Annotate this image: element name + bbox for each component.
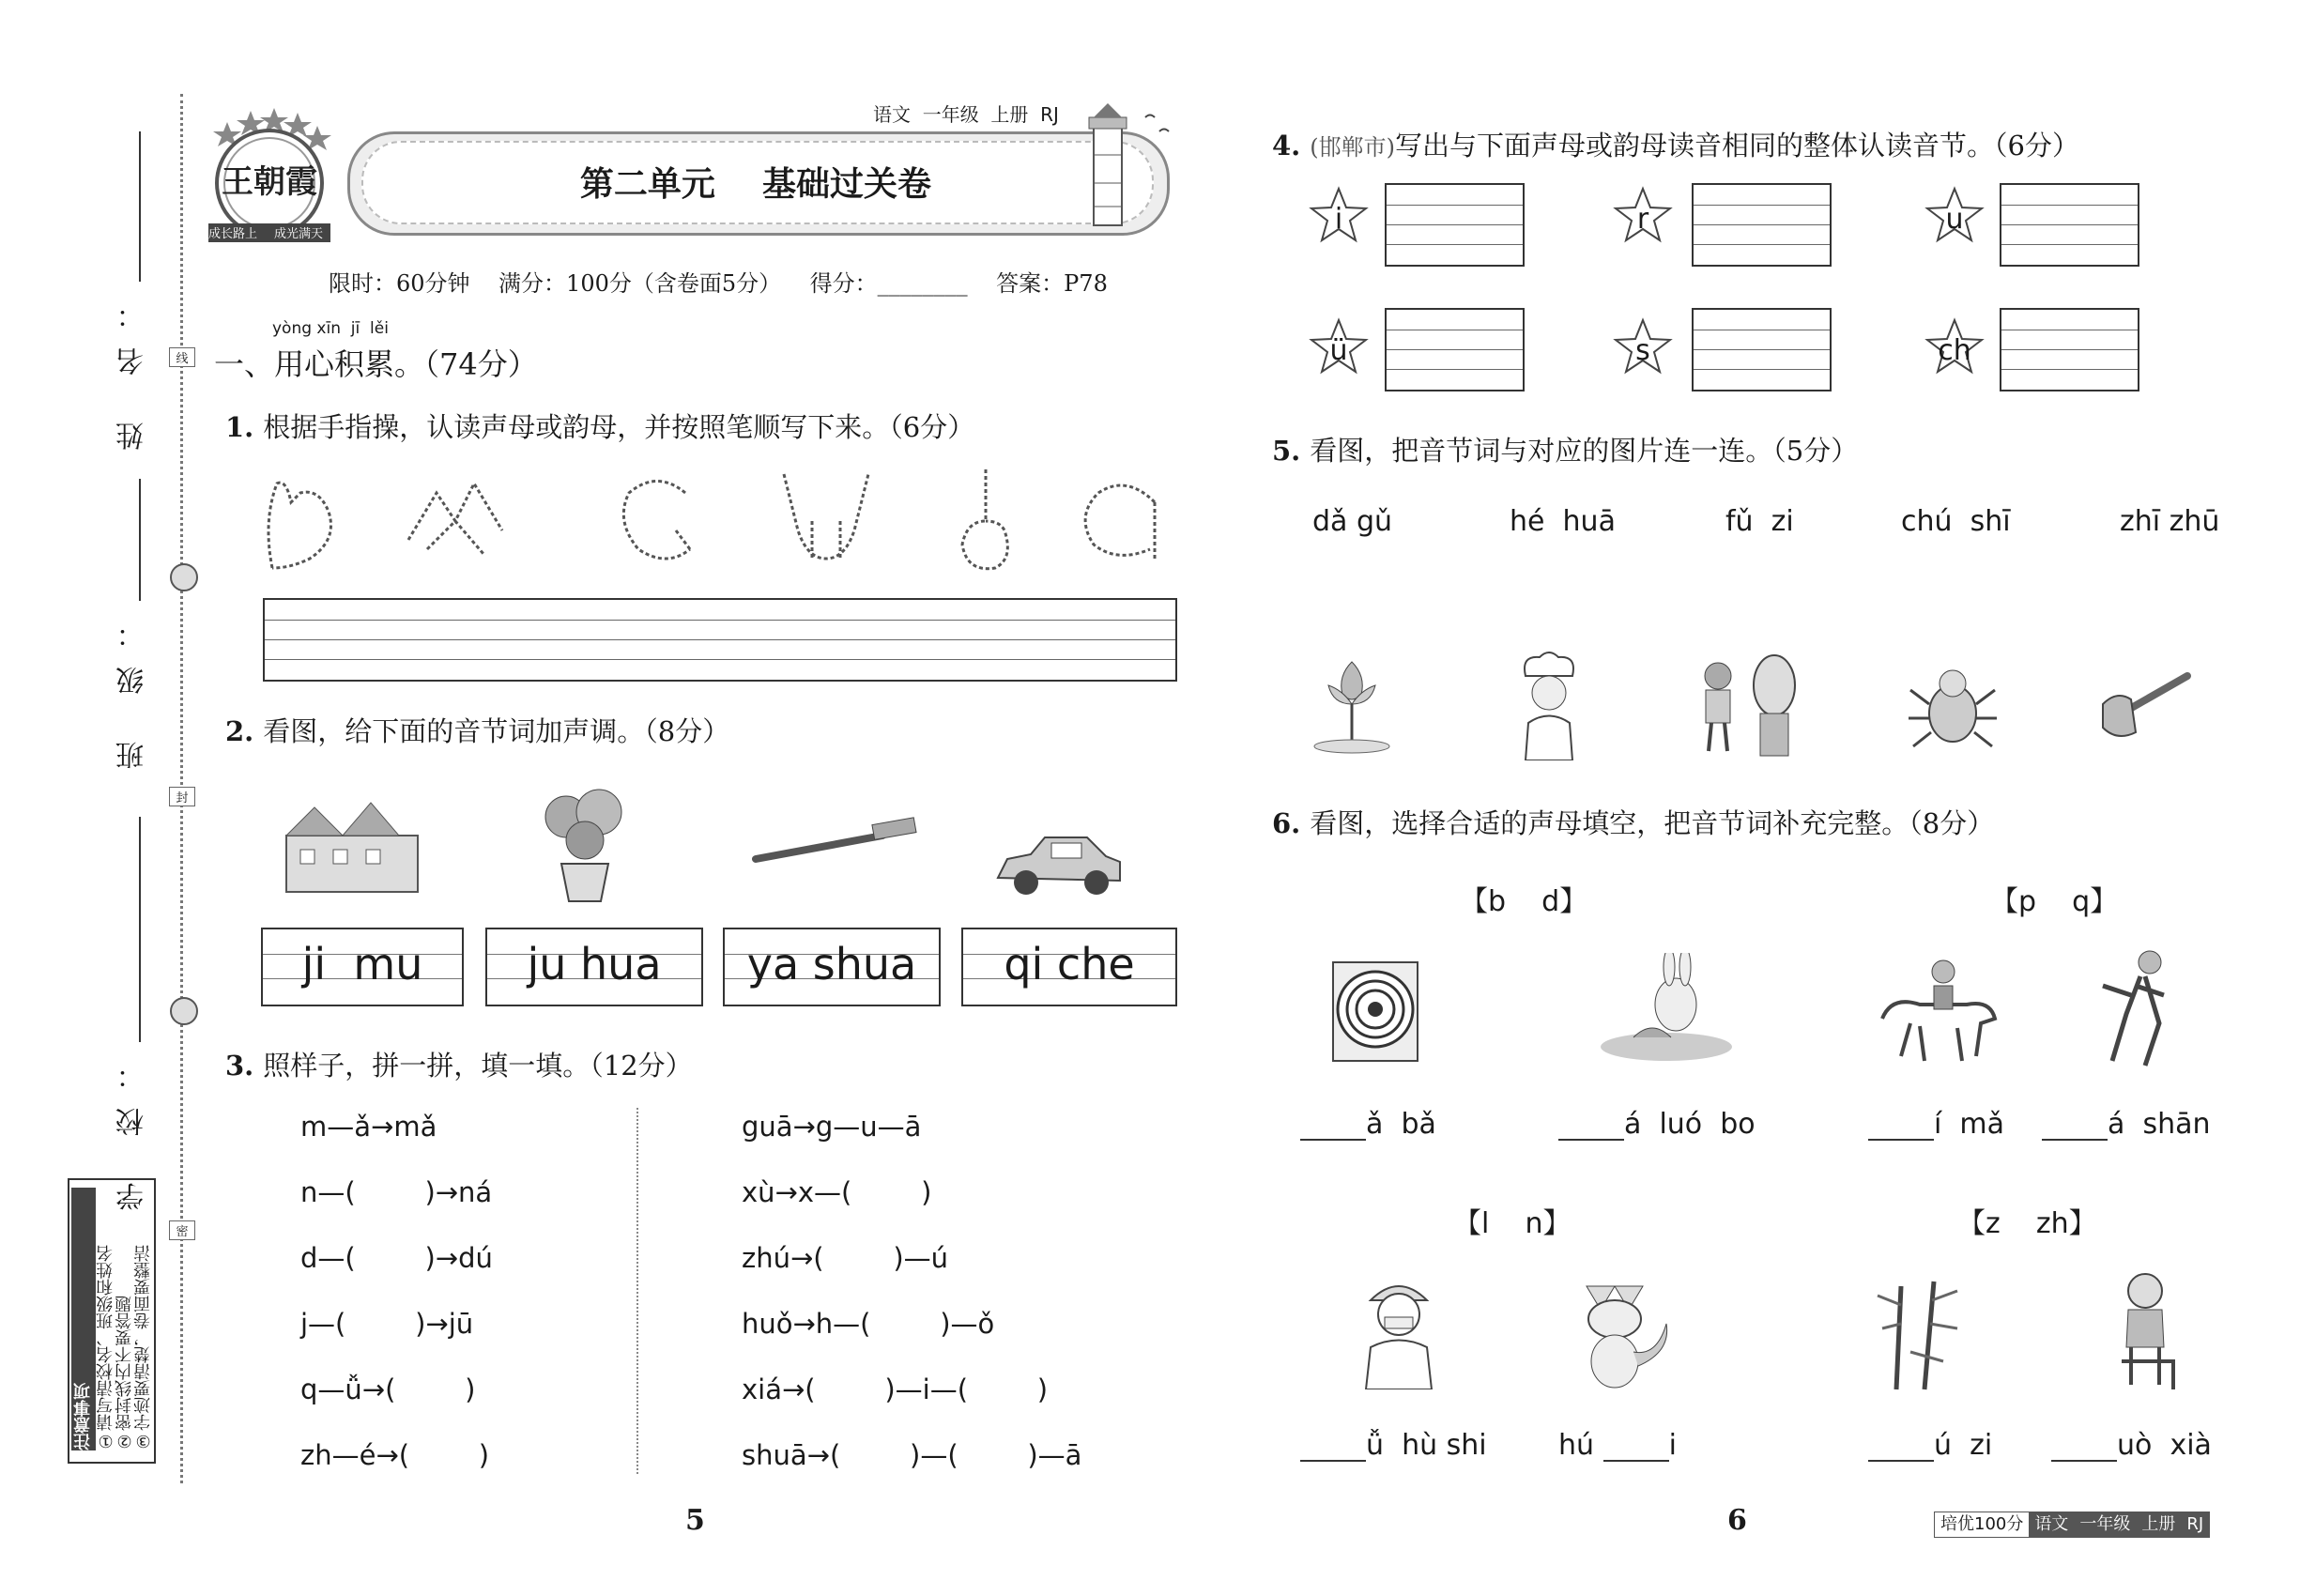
car-image — [993, 826, 1125, 901]
logo-tag: 成光满天 — [274, 227, 324, 241]
pinyin-box[interactable] — [485, 928, 703, 1006]
q6-number: 6. — [1272, 807, 1301, 839]
climber-image — [2089, 948, 2183, 1070]
fill-blank[interactable]: ú zi — [1868, 1429, 1992, 1462]
doctor-image — [1347, 1272, 1450, 1389]
q3-item: m—ǎ→mǎ — [300, 1111, 437, 1143]
hand-sign-image — [770, 465, 882, 577]
q5-number: 5. — [1272, 435, 1301, 467]
lotus-image[interactable] — [1310, 648, 1394, 756]
consonant-options: 【p q】 — [1990, 885, 2119, 918]
q3-item[interactable]: shuā→( )—( )—ā — [742, 1439, 1082, 1471]
consonant-options: 【z zh】 — [1957, 1207, 2097, 1240]
page-title: 第二单元 基础过关卷 — [579, 165, 932, 204]
pinyin-word: ji mu — [301, 939, 423, 990]
fill-blank[interactable]: ǚ hù shi — [1300, 1429, 1487, 1462]
school-label: 学 校： — [116, 1042, 149, 1211]
logo-tag: 成长路上 — [208, 227, 258, 241]
page-number-left: 5 — [685, 1504, 705, 1537]
q5-text: 看图，把音节词与对应的图片连一连。（5分） — [1310, 435, 1859, 467]
fill-blank[interactable]: í mǎ — [1868, 1108, 2004, 1141]
q3-title — [225, 1045, 693, 1083]
sitting-girl-image — [2103, 1267, 2187, 1394]
q6-title — [1272, 803, 1994, 841]
footer-badge — [1934, 1512, 2210, 1538]
fill-blank[interactable]: á luó bo — [1558, 1108, 1756, 1141]
q3-text: 照样子，拼一拼，填一填。（12分） — [263, 1050, 693, 1082]
q3-number: 3. — [225, 1050, 254, 1082]
buildings-image — [277, 789, 427, 901]
hand-sign-image — [601, 465, 713, 577]
q3-divider — [636, 1108, 638, 1474]
axe-image[interactable] — [2098, 662, 2192, 746]
horse-rider-image — [1863, 953, 2004, 1070]
star-letter: ch — [1938, 334, 1971, 367]
seal-mark-secret: 密 — [169, 1220, 195, 1240]
notice-item: ③字迹要清楚，卷面要整洁 — [133, 1245, 153, 1450]
answer-box[interactable] — [1385, 183, 1525, 267]
syllable-word[interactable]: fǔ zi — [1725, 505, 1794, 538]
q3-item[interactable]: d—( )→dú — [300, 1242, 493, 1274]
q3-item[interactable]: huǒ→h—( )—ǒ — [742, 1308, 995, 1340]
q3-item[interactable]: n—( )→ná — [300, 1176, 493, 1208]
seal-mark-line: 线 — [169, 347, 195, 367]
chef-image[interactable] — [1511, 648, 1587, 760]
target-image — [1328, 958, 1422, 1066]
fox-image — [1568, 1277, 1676, 1389]
page-number-right: 6 — [1727, 1504, 1747, 1537]
hand-sign-image — [399, 465, 512, 577]
answer-box[interactable] — [2000, 183, 2139, 267]
spider-image[interactable] — [1906, 657, 2000, 751]
brand-name: 王朝霞 — [222, 163, 317, 201]
q6-text: 看图，选择合适的声母填空，把音节词补充完整。（8分） — [1310, 807, 1995, 839]
q2-title — [225, 711, 729, 749]
footer-brand: 培优100分 — [1935, 1512, 2029, 1537]
q3-item[interactable]: xiá→( )—i—( ) — [742, 1373, 1049, 1405]
pinyin-word: ya shua — [746, 939, 917, 990]
class-line — [139, 479, 141, 601]
q3-item[interactable]: zhú→( )—ú — [742, 1242, 949, 1274]
fill-blank[interactable]: ǎ bǎ — [1300, 1108, 1436, 1141]
section-title: 一、用心积累。（74分） — [214, 346, 538, 382]
star-letter: i — [1334, 203, 1343, 236]
footer-volume: 上册 — [2136, 1512, 2181, 1537]
q2-text: 看图，给下面的音节词加声调。（8分） — [263, 715, 730, 747]
fill-blank[interactable]: hú i — [1558, 1429, 1677, 1462]
notice-item: ②密封线内不要答题 — [115, 1296, 134, 1450]
syllable-word[interactable]: hé huā — [1510, 505, 1616, 538]
hand-sign-image — [929, 465, 1042, 577]
pinyin-box[interactable] — [261, 928, 464, 1006]
syllable-word[interactable]: dǎ gǔ — [1312, 505, 1393, 538]
subject-tags: 语文 一年级 上册 RJ — [873, 103, 1059, 126]
syllable-word[interactable]: zhī zhū — [2120, 505, 2220, 538]
notice-box — [68, 1178, 156, 1464]
chrysanthemum-image — [533, 779, 636, 906]
q5-title — [1272, 430, 1858, 468]
footer-subject: 语文 — [2029, 1512, 2074, 1537]
q3-item[interactable]: xù→x—( ) — [742, 1176, 932, 1208]
footer-grade: 一年级 — [2074, 1512, 2136, 1537]
q1-number: 1. — [225, 411, 254, 443]
consonant-options: 【b d】 — [1460, 885, 1588, 918]
q2-number: 2. — [225, 715, 254, 747]
notice-title: 注意事项 — [71, 1188, 96, 1450]
class-label: 班 级： — [116, 601, 149, 770]
hand-sign-image — [1061, 465, 1173, 577]
q3-item[interactable]: zh—é→( ) — [300, 1439, 490, 1471]
school-line — [139, 817, 141, 1042]
q1-text: 根据手指操，认读声母或韵母，并按照笔顺写下来。（6分） — [263, 411, 975, 443]
q4-region: (邯郸市) — [1310, 134, 1396, 161]
lighthouse-icon — [1070, 99, 1183, 230]
answer-box[interactable] — [1692, 183, 1832, 267]
section-pinyin: yòng xīn jī lěi — [272, 319, 389, 338]
consonant-options: 【l n】 — [1453, 1207, 1572, 1240]
q1-title — [225, 407, 974, 445]
drum-boy-image[interactable] — [1685, 643, 1807, 760]
fill-blank[interactable]: uò xià — [2051, 1429, 2212, 1462]
q3-item: guā→g—u—ā — [742, 1111, 922, 1143]
rabbit-image — [1596, 953, 1737, 1066]
fill-blank[interactable]: á shān — [2042, 1108, 2211, 1141]
syllable-word[interactable]: chú shī — [1901, 505, 2011, 538]
seal-mark-seal: 封 — [169, 787, 195, 806]
q1-writing-grid[interactable] — [263, 598, 1177, 682]
binding-hole — [170, 563, 198, 591]
q3-item[interactable]: q—ǚ→( ) — [300, 1373, 476, 1405]
binding-hole — [170, 997, 198, 1025]
pinyin-word: qi che — [1004, 939, 1135, 990]
q4-number: 4. — [1272, 130, 1301, 161]
star-letter: r — [1636, 203, 1649, 236]
toothbrush-image — [751, 812, 920, 868]
answer-box[interactable] — [2000, 308, 2139, 391]
notice-item: ①请写清校名、班级和姓名 — [96, 1245, 115, 1450]
answer-box[interactable] — [1692, 308, 1832, 391]
answer-box[interactable] — [1385, 308, 1525, 391]
name-line — [139, 131, 141, 282]
hand-sign-image — [253, 465, 366, 577]
q4-title — [1272, 125, 2079, 163]
pinyin-box[interactable] — [961, 928, 1177, 1006]
exam-info: 限时：60分钟 满分：100分（含卷面5分） 得分：________ 答案：P78 — [329, 270, 1108, 297]
star-letter: s — [1635, 334, 1650, 367]
bamboo-image — [1868, 1277, 1967, 1394]
star-letter: ü — [1329, 334, 1348, 367]
pinyin-word: ju hua — [527, 939, 662, 990]
q3-item[interactable]: j—( )→jū — [300, 1308, 474, 1340]
footer-edition: RJ — [2181, 1512, 2209, 1537]
star-letter: u — [1945, 203, 1964, 236]
name-label: 姓 名： — [116, 282, 149, 451]
q4-text: 写出与下面声母或韵母读音相同的整体认读音节。（6分） — [1395, 130, 2079, 161]
pinyin-box[interactable] — [723, 928, 941, 1006]
